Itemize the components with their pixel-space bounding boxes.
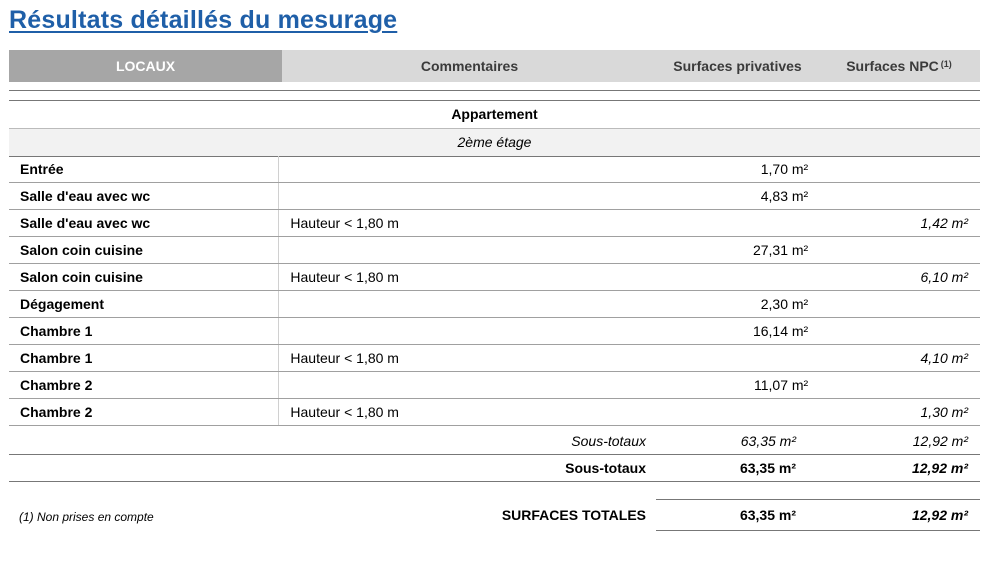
table-row xyxy=(9,318,980,345)
table-row xyxy=(9,237,980,264)
cell-local: Chambre 1 xyxy=(9,345,279,371)
cell-local: Dégagement xyxy=(9,291,279,317)
subtotal-floor-row xyxy=(9,428,980,455)
total-label: SURFACES TOTALES xyxy=(501,507,646,523)
cell-privative: 11,07 m² xyxy=(753,377,809,393)
subtotal-section-privative: 63,35 m² xyxy=(739,460,796,476)
cell-privative: 1,70 m² xyxy=(760,161,809,177)
table-row xyxy=(9,183,980,210)
header-surfaces-npc xyxy=(818,50,980,82)
cell-local: Chambre 2 xyxy=(9,399,279,425)
page-title: Résultats détaillés du mesurage xyxy=(9,6,398,34)
cell-privative: 27,31 m² xyxy=(752,242,809,258)
cell-comment: Hauteur < 1,80 m xyxy=(290,350,399,366)
header-npc-label: Surfaces NPC xyxy=(846,58,939,74)
header-surfaces-privatives: Surfaces privatives xyxy=(673,58,802,74)
table-row xyxy=(9,345,980,372)
subtotal-floor-npc: 12,92 m² xyxy=(912,433,968,449)
cell-privative: 16,14 m² xyxy=(752,323,809,339)
cell-comment: Hauteur < 1,80 m xyxy=(290,404,399,420)
section-floor: 2ème étage xyxy=(9,128,980,157)
cell-local: Salle d'eau avec wc xyxy=(9,183,279,209)
cell-privative: 4,83 m² xyxy=(760,188,809,204)
table-row xyxy=(9,372,980,399)
subtotal-section-npc: 12,92 m² xyxy=(911,460,968,476)
cell-npc: 6,10 m² xyxy=(920,269,968,285)
table-row xyxy=(9,264,980,291)
header-npc-note-ref: (1) xyxy=(940,59,952,69)
cell-local: Salle d'eau avec wc xyxy=(9,210,279,236)
cell-npc: 1,30 m² xyxy=(920,404,968,420)
cell-npc: 1,42 m² xyxy=(920,215,968,231)
table-row xyxy=(9,156,980,183)
cell-local: Salon coin cuisine xyxy=(9,264,279,290)
divider xyxy=(9,90,980,91)
subtotal-floor-label: Sous-totaux xyxy=(571,433,646,449)
cell-local: Chambre 2 xyxy=(9,372,279,398)
header-locaux: LOCAUX xyxy=(9,50,282,82)
total-privative: 63,35 m² xyxy=(739,507,796,523)
table-row xyxy=(9,399,980,426)
subtotal-section-row xyxy=(9,455,980,482)
cell-comment: Hauteur < 1,80 m xyxy=(290,269,399,285)
cell-local: Salon coin cuisine xyxy=(9,237,279,263)
subtotal-floor-privative: 63,35 m² xyxy=(740,433,796,449)
header-commentaires: Commentaires xyxy=(420,58,519,74)
cell-comment: Hauteur < 1,80 m xyxy=(290,215,399,231)
section-type: Appartement xyxy=(9,100,980,128)
cell-privative: 2,30 m² xyxy=(760,296,809,312)
table-header xyxy=(9,50,980,82)
table-body xyxy=(9,156,980,426)
cell-npc: 4,10 m² xyxy=(920,350,968,366)
total-npc: 12,92 m² xyxy=(911,507,968,523)
divider xyxy=(656,530,980,531)
table-row xyxy=(9,291,980,318)
footnote: (1) Non prises en compte xyxy=(19,510,154,524)
table-row xyxy=(9,210,980,237)
subtotal-section-label: Sous-totaux xyxy=(565,460,646,476)
total-row xyxy=(9,499,980,531)
cell-local: Chambre 1 xyxy=(9,318,279,344)
cell-local: Entrée xyxy=(9,156,279,182)
